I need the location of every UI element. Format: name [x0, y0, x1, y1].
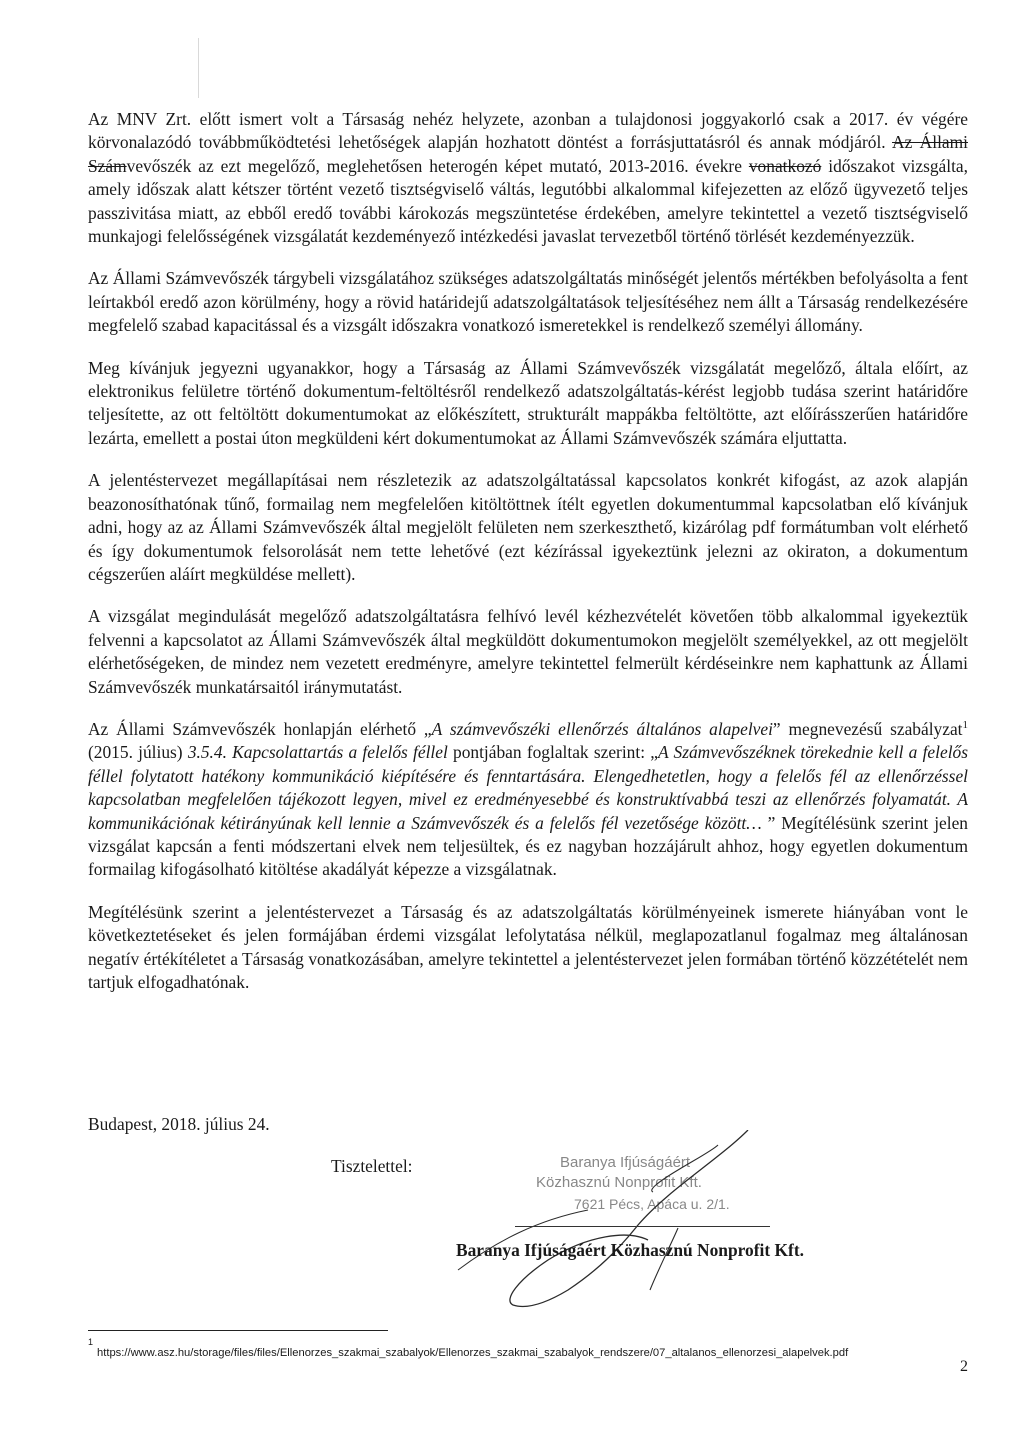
text-segment: A számvevőszéki ellenőrzés általános alapelvei [431, 718, 773, 739]
paragraph [88, 605, 968, 699]
footnote [88, 1335, 968, 1359]
text-segment: Az Állami Számvevőszék tárgybeli vizsgálatához szükséges adatszolgáltatás minőségét jelentős mértékben befolyásolta a fent leírtakból eredő azon körülmény, hogy a rövid határidejű adatszolgáltatások teljesítéséhez nem állt a Társaság rendelkezésére megfelelő szabad kapacitással és a vizsgált időszakra vonatkozó ismeretekkel is rendelkező személyi állomány. [88, 268, 968, 336]
greeting: Tisztelettel: [331, 1156, 413, 1176]
text-segment: Az Állami Szám [88, 132, 968, 176]
handwritten-signature [418, 1130, 838, 1320]
text-segment: időszakot vizsgálta, amely időszak alatt kétszer történt vezető tisztségviselő váltás, legutóbbi alkalommal kifejezetten az előző ügyvezető teljes passzivitása miatt, az ebből eredő további károkozás megszüntetése érdekében, amelyre tekintettel a vezető tisztségviselő munkajogi felelősségének vizsgálatát kezdeményező intézkedési javaslat tervezetből történő törlését kezdeményezzük. [88, 155, 968, 247]
footnote-reference: 1 [962, 719, 968, 732]
text-segment: Az Állami Számvevőszék honlapján elérhető „ [88, 718, 432, 739]
received-stamp-mark [198, 38, 428, 100]
signature-line [515, 1226, 770, 1227]
paragraph [88, 901, 968, 995]
footnote-separator [88, 1330, 388, 1331]
footnote-number: 1 [88, 1337, 94, 1347]
paragraph [88, 357, 968, 451]
document-page [88, 0, 968, 1448]
place-date: Budapest, 2018. július 24. [88, 1114, 270, 1134]
text-segment: 3.5.4. Kapcsolattartás a felelős féllel [187, 742, 448, 763]
text-segment: vevőszék az ezt megelőző, meglehetősen heterogén képet mutató, 2013-2016. évekre [126, 155, 749, 176]
letter-body [88, 108, 968, 1013]
page-number: 2 [960, 1358, 968, 1375]
text-segment: A jelentéstervezet megállapításai nem részletezik az adatszolgáltatással kapcsolatos konkrét kifogást, az azok alapján beazonosíthatónak tűnő, formailag nem megfelelően kitöltöttnek ítélt egyetlen dokumentummal kapcsolatban elő kívánjuk adni, hogy az az Állami Számvevőszék által megjelölt felületen nem szerkeszthető, kizárólag pdf formátumban volt elérhető és így dokumentumok felsorolását nem tette lehetővé (ezt kézírással igyekeztünk jelezni az okiraton, a dokumentum cégszerűen aláírt megküldése mellett). [88, 470, 968, 584]
text-segment: (2015. július) [88, 742, 188, 763]
text-segment: Az MNV Zrt. előtt ismert volt a Társaság nehéz helyzete, azonban a tulajdonosi joggyakorló csak a 2017. év végére körvonalazódó továbbműködtetési lehetőségek alapján hozhatott döntést a forrásjuttatásról és annak módjáról. [88, 109, 968, 153]
paragraph [88, 469, 968, 586]
footnote-url[interactable]: https://www.asz.hu/storage/files/files/Ellenorzes_szakmai_szabalyok/Ellenorzes_szakmai_szabalyok_rendszere/07_altalanos_ellenorzesi_alapelvek.pdf [97, 1346, 849, 1359]
text-segment: vonatkozó [748, 155, 822, 176]
seal-line-2: Közhasznú Nonprofit Kft. [536, 1174, 702, 1191]
seal-line-3: 7621 Pécs, Apáca u. 2/1. [574, 1196, 730, 1212]
text-segment: A Számvevőszéknek törekednie kell a felelős féllel folytatott hatékony kommunikáció kiépítésére és fenntartására. Elengedhetetlen, hogy a felelős fél az ellenőrzéssel kapcsolatban megfelelően tájékozott legyen, mivel ez eredményesebbé és konstruktívabbá teszi az ellenőrzés folyamatát. A kommunikációnak kétirányúnak kell lennie a Számvevőszék és a felelős fél vezetősége között… [88, 742, 968, 833]
text-segment: Megítélésünk szerint a jelentéstervezet a Társaság és az adatszolgáltatás körülményeinek ismerete hiányában vont le következtetéseket és jelen formájában érdemi vizsgálat lefolytatása nélkül, meglapozatlanul fogalmaz meg általánosan negatív értékítéletet a Társaság vonatkozásában, amelyre tekintettel a jelentéstervezet jelen formában történő közzétételét nem tartjuk elfogadhatónak. [88, 901, 968, 992]
text-segment: ” megnevezésű szabályzat [772, 718, 963, 739]
text-segment: pontjában foglaltak szerint: „ [447, 742, 658, 763]
paragraph [88, 267, 968, 337]
text-segment: A vizsgálat megindulását megelőző adatszolgáltatásra felhívó levél kézhezvételét követően több alkalommal igyekeztük felvenni a kapcsolatot az Állami Számvevőszék által megküldött dokumentumokon megjelölt személyekkel, az ott megjelölt elérhetőségeken, de mindez nem vezetett eredményre, amelyre tekintettel felmerült kérdéseinkre nem kaphattunk az Állami Számvevőszék munkatársaitól iránymutatást. [88, 606, 968, 697]
paragraph [88, 108, 968, 248]
signatory-name: Baranya Ifjúságáért Közhasznú Nonprofit Kft. [456, 1240, 804, 1260]
text-segment: Meg kívánjuk jegyezni ugyanakkor, hogy a Társaság az Állami Számvevőszék vizsgálatát megelőző, általa előírt, az elektronikus felületre történő dokumentum-feltöltésről rendelkező adatszolgáltatás-kérést legjobb tudása szerint határidőre teljesítette, az ott feltöltött dokumentumokat az előkészített, strukturált mappákba feltöltötte, azt előírásszerűen határidőre lezárta, emellett a postai úton megküldeni kért dokumentumokat az Állami Számvevőszék számára eljuttatta. [88, 357, 968, 448]
paragraph [88, 718, 968, 882]
text-segment: ” Megítélésünk szerint jelen vizsgálat kapcsán a fenti módszertani elvek nem teljesültek, és ez nagyban hozzájárult ahhoz, hogy egyetlen dokumentum formailag kifogásolható kitöltése akadályát képezze a vizsgálatnak. [88, 812, 968, 880]
seal-line-1: Baranya Ifjúságáért [560, 1154, 691, 1171]
